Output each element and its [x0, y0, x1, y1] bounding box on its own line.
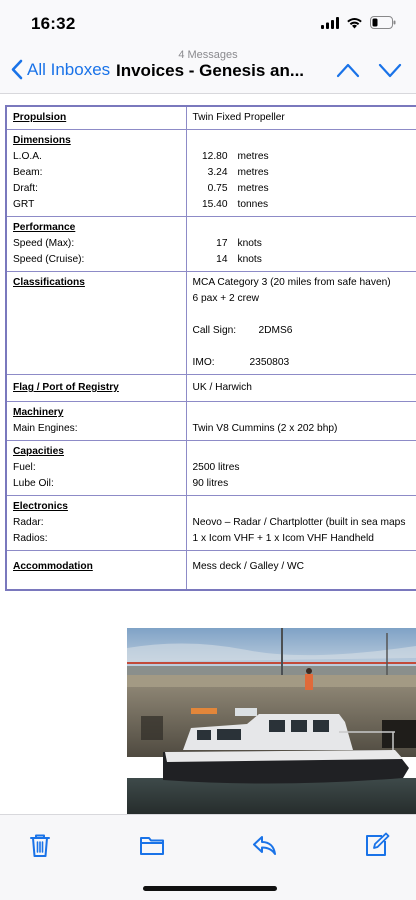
- message-navigation: [336, 61, 402, 79]
- spec-row-accommodation: [6, 551, 416, 591]
- performance-label: Speed (Cruise):: [13, 254, 85, 265]
- battery-icon: [370, 16, 396, 29]
- home-indicator[interactable]: [143, 886, 277, 891]
- boat-photo[interactable]: [127, 628, 416, 814]
- next-message-button[interactable]: [378, 61, 402, 79]
- classification-capacity: 6 pax + 2 crew: [192, 293, 260, 304]
- capacity-label: Lube Oil:: [13, 478, 54, 489]
- folder-icon[interactable]: [138, 831, 166, 859]
- status-time: 16:32: [31, 14, 76, 33]
- electronics-label: Radar:: [13, 517, 44, 528]
- section-heading-flag: Flag / Port of Registry: [13, 382, 119, 393]
- dimension-label: Beam:: [13, 167, 43, 178]
- call-sign-value: 2DMS6: [258, 325, 293, 336]
- dimension-label: GRT: [13, 199, 35, 210]
- back-label: All Inboxes: [27, 59, 111, 79]
- capacity-value: 2500 litres: [192, 462, 240, 473]
- imo-row: IMO: 2350803: [193, 355, 416, 371]
- propulsion-value: Twin Fixed Propeller: [192, 112, 285, 123]
- capacity-value: 90 litres: [192, 478, 229, 489]
- section-heading-classifications: Classifications: [13, 277, 85, 288]
- dimension-value: 3.24 metres: [207, 167, 269, 178]
- message-count: 4 Messages: [178, 49, 238, 61]
- dimension-label: L.O.A.: [13, 151, 42, 162]
- section-heading-electronics: Electronics: [13, 501, 68, 512]
- status-icons: [321, 16, 396, 29]
- thread-title: Invoices - Genesis an...: [116, 61, 305, 80]
- machinery-value: Twin V8 Cummins (2 x 202 bhp): [192, 423, 338, 434]
- flag-value: UK / Harwich: [192, 382, 252, 393]
- trash-icon[interactable]: [26, 831, 54, 859]
- spec-row-flag: [6, 375, 416, 402]
- spec-row-electronics: [6, 496, 416, 551]
- signal-icon: [321, 17, 339, 29]
- spec-row-performance: [6, 217, 416, 272]
- back-button[interactable]: [10, 59, 110, 80]
- status-bar: [0, 0, 416, 48]
- imo-value: 2350803: [249, 357, 290, 368]
- performance-label: Speed (Max):: [13, 238, 75, 249]
- section-heading-machinery: Machinery: [13, 407, 64, 418]
- section-heading-accommodation: Accommodation: [13, 561, 93, 572]
- mail-nav-bar: [0, 48, 416, 94]
- capacity-label: Fuel:: [13, 462, 36, 473]
- electronics-label: Radios:: [13, 533, 48, 544]
- chevron-left-icon: [10, 59, 23, 80]
- spec-row-propulsion: [6, 106, 416, 130]
- dimension-label: Draft:: [13, 183, 38, 194]
- performance-value: 17 knots: [216, 238, 262, 249]
- vessel-spec-table: [5, 105, 416, 591]
- section-heading-capacities: Capacities: [13, 446, 64, 457]
- call-sign-row: Call Sign: 2DMS6: [193, 323, 416, 339]
- classification-category: MCA Category 3 (20 miles from safe haven): [192, 277, 391, 288]
- section-heading-dimensions: Dimensions: [13, 135, 71, 146]
- reply-icon[interactable]: [250, 831, 278, 859]
- spec-row-classifications: [6, 272, 416, 375]
- section-heading-propulsion: Propulsion: [13, 112, 67, 123]
- dimension-value: 15.40 tonnes: [202, 199, 269, 210]
- previous-message-button[interactable]: [336, 61, 360, 79]
- wifi-icon: [346, 17, 363, 29]
- dimension-value: 12.80 metres: [202, 151, 269, 162]
- performance-value: 14 knots: [216, 254, 262, 265]
- machinery-label: Main Engines:: [13, 423, 78, 434]
- compose-icon[interactable]: [362, 831, 390, 859]
- dimension-value: 0.75 metres: [207, 183, 269, 194]
- electronics-value: 1 x Icom VHF + 1 x Icom VHF Handheld: [192, 533, 374, 544]
- accommodation-value: Mess deck / Galley / WC: [192, 561, 305, 572]
- electronics-value: Neovo – Radar / Chartplotter (built in sea maps: [192, 517, 406, 528]
- spec-row-dimensions: [6, 130, 416, 217]
- spec-row-machinery: [6, 402, 416, 441]
- section-heading-performance: Performance: [13, 222, 76, 233]
- spec-row-capacities: [6, 441, 416, 496]
